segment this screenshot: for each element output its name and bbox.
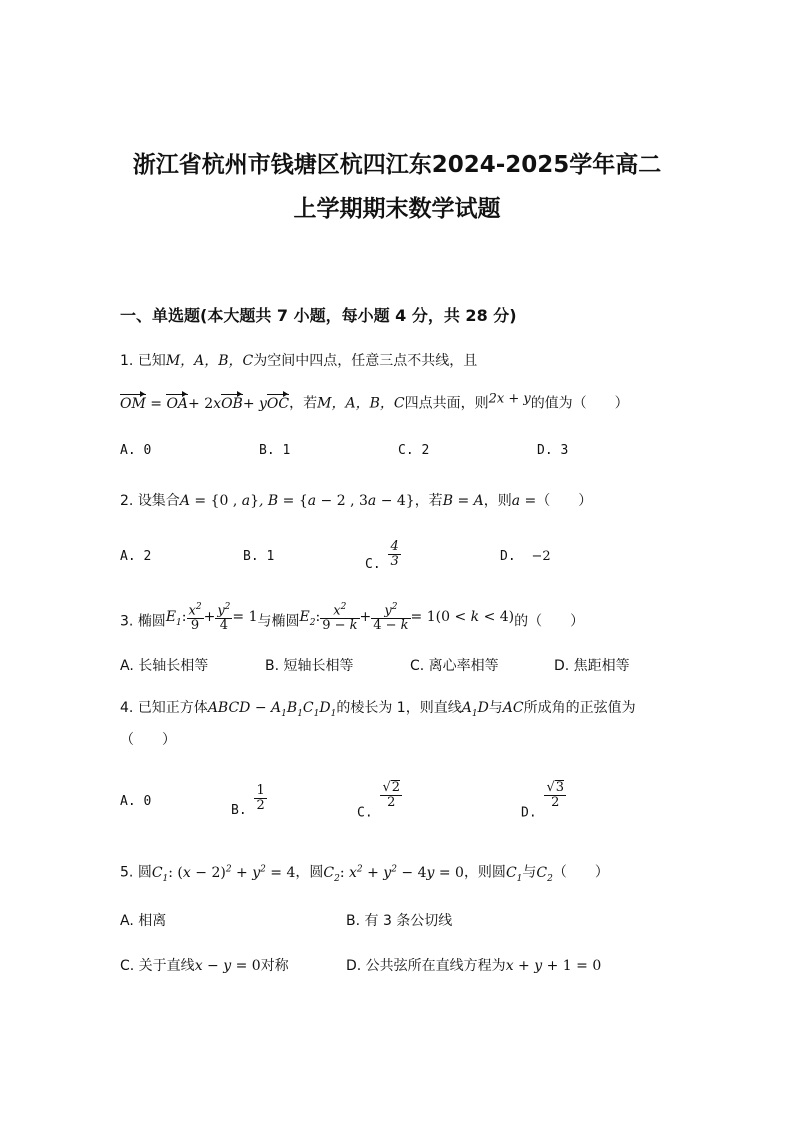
option-d[interactable] (346, 955, 601, 975)
question-text: ，若 (289, 395, 318, 412)
option-d[interactable] (521, 780, 566, 821)
option-c[interactable] (365, 540, 401, 572)
page-title-line1: 浙江省杭州市钱塘区杭四江东2024-2025学年高二 (132, 152, 662, 178)
option-label: C. (365, 557, 381, 572)
option-label: C. (357, 805, 373, 821)
question-text: （ ） (536, 493, 593, 509)
math-vector-equation: OM = OA+ 2xOB+ yOC (120, 395, 290, 412)
question-1-line1 (120, 352, 477, 370)
math-circle-c1: $C_1$ (505, 864, 523, 884)
option-c[interactable] (120, 955, 289, 975)
math-circle-c2: $C_2$ (536, 864, 553, 884)
math-fraction: $\frac{4}{3}$ (390, 539, 399, 569)
question-text: 圆 (137, 864, 152, 881)
question-number: 3. (120, 613, 134, 630)
option-a[interactable]: A. 0 (120, 443, 152, 458)
option-a[interactable]: A. 0 (120, 794, 152, 809)
option-label: D. (500, 549, 516, 564)
page-title-line2: 上学期期末数学试题 (293, 196, 501, 222)
math-circle-1: $C_1$: $(x - 2)^2 + y^2 = 4$ (151, 864, 296, 884)
option-b[interactable]: B. 1 (259, 443, 291, 458)
question-number: 5. (120, 864, 134, 881)
question-number: 2. (120, 493, 134, 509)
question-text: 与 (522, 864, 537, 881)
option-b[interactable]: B. 短轴长相等 (265, 658, 354, 674)
math-fraction: $\frac{√2}{2}$ (382, 780, 401, 810)
question-text: 为空间中四点，任意三点不共线，且 (253, 353, 478, 369)
question-text: 的棱长为 1，则直线 (336, 700, 462, 716)
question-number: 1. (120, 353, 134, 369)
question-text: 四点共面，则 (404, 395, 489, 412)
option-a[interactable]: A. 相离 (120, 913, 167, 929)
question-text: 的（ ） (514, 613, 585, 630)
question-text: ，则圆 (463, 864, 506, 881)
question-text: 已知 (137, 353, 166, 369)
math-set-definition: A = {0 , a}, B = {a − 2 , 3a − 4} (179, 493, 415, 509)
question-3-line1 (120, 600, 584, 633)
option-label: D. 公共弦所在直线方程为 (346, 958, 506, 974)
option-c[interactable]: C. 2 (398, 443, 430, 458)
option-b[interactable] (231, 784, 267, 818)
math-condition: B = A (442, 493, 484, 509)
option-d[interactable]: D. 焦距相等 (554, 658, 630, 674)
question-1-line2 (120, 390, 629, 413)
question-text: 的值为（ ） (530, 395, 629, 412)
math-ellipse-2: $E_2$: $\frac{x^2}{9 - k}$ + $\frac{y^2}{4 - k}$ = 1(0 < k < 4) (299, 602, 515, 634)
question-text: 与椭圆 (257, 613, 300, 630)
math-ellipse-1: $E_1$: $\frac{x^2}{9}$ + $\frac{y^2}{4}$ = 1 (165, 602, 258, 634)
math-points: M，A，B，C (165, 353, 254, 369)
question-4-line2: （ ） (120, 732, 176, 748)
option-c[interactable] (357, 780, 402, 821)
math-line-a1d: $A_1D$ (461, 700, 489, 719)
question-text: ，则 (483, 493, 512, 509)
option-d[interactable] (500, 549, 551, 564)
question-5-line1 (120, 860, 609, 887)
math-value: −2 (531, 549, 551, 564)
question-text: 椭圆 (137, 613, 166, 630)
question-2-line1 (120, 492, 592, 510)
option-b[interactable]: B. 1 (243, 549, 275, 564)
question-text: 已知正方体 (137, 700, 208, 716)
option-a[interactable]: A. 长轴长相等 (120, 658, 209, 674)
math-fraction: $\frac{√3}{2}$ (546, 780, 565, 810)
question-text: ，若 (414, 493, 443, 509)
option-d[interactable]: D. 3 (537, 443, 569, 458)
option-label: B. (231, 803, 247, 818)
question-text: 设集合 (137, 493, 180, 509)
option-c[interactable]: C. 离心率相等 (410, 658, 499, 674)
question-text: 所成角的正弦值为 (523, 700, 636, 716)
question-text: 与 (488, 700, 503, 716)
math-line-ac: AC (502, 700, 524, 716)
math-circle-2: $C_2$: $x^2 + y^2 - 4y = 0$ (323, 864, 464, 884)
math-points: M，A，B，C (317, 395, 405, 412)
option-a[interactable]: A. 2 (120, 549, 152, 564)
section-heading: 一、单选题(本大题共 7 小题，每小题 4 分，共 28 分) (120, 306, 517, 325)
math-line-equation: x − y = 0 (194, 958, 261, 974)
math-cube-name: ABCD − $A_1B_1C_1D_1$ (207, 700, 337, 719)
math-variable: a = (511, 493, 537, 509)
math-fraction: $\frac{1}{2}$ (256, 783, 265, 813)
question-text: ，圆 (295, 864, 324, 881)
question-number: 4. (120, 700, 134, 716)
math-expression: 2x + y (488, 391, 531, 406)
question-4-line1 (120, 699, 636, 723)
option-b[interactable]: B. 有 3 条公切线 (346, 913, 453, 929)
option-label: C. 关于直线 (120, 958, 195, 974)
option-label: D. (521, 805, 537, 821)
option-text: 对称 (260, 958, 289, 974)
math-line-equation: x + y + 1 = 0 (505, 958, 602, 974)
question-text: （ ） (552, 864, 609, 881)
